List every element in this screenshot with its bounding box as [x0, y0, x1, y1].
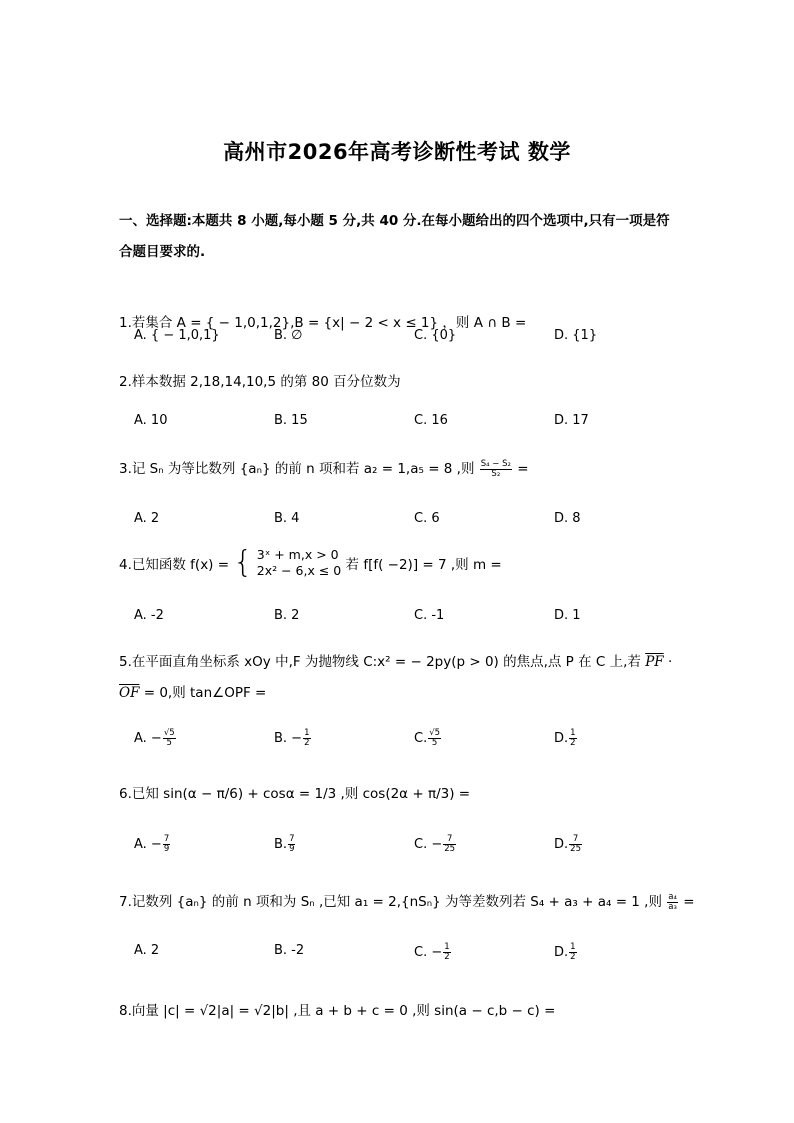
vector-pf: $\overline{PF}$ [645, 654, 664, 670]
option-label: A. − [134, 731, 162, 746]
fraction-numerator: 7 [443, 835, 456, 845]
question-4 [119, 547, 502, 579]
option-fraction [303, 729, 310, 748]
question-4-condition: 若 f[f( −2)] = 7 ,则 m = [345, 557, 502, 573]
fraction-numerator: 1 [444, 942, 450, 952]
question-4-text: 4.已知函数 f(x) = [119, 557, 230, 573]
option-fraction [443, 835, 456, 854]
option-d[interactable]: D. 8 [554, 511, 581, 526]
question-5-tail: = 0,则 tan∠OPF = [139, 685, 267, 701]
option-b[interactable] [274, 729, 312, 748]
fraction-numerator: 7 [289, 834, 295, 844]
option-d[interactable] [554, 729, 578, 748]
fraction-numerator: √5 [163, 728, 175, 738]
option-b[interactable]: B. 15 [274, 413, 308, 428]
fraction-numerator: 7 [163, 834, 170, 844]
fraction-denominator: 9 [163, 844, 170, 854]
fraction-numerator: S₄ − S₂ [480, 458, 511, 469]
fraction-denominator: 5 [431, 738, 438, 748]
option-fraction [569, 943, 576, 962]
fraction-denominator: S₂ [491, 468, 501, 479]
fraction-denominator: 5 [166, 738, 172, 748]
option-label: C. − [414, 945, 443, 960]
option-fraction [428, 729, 441, 748]
option-c[interactable]: C. {0} [414, 328, 457, 343]
option-label: C. [414, 731, 428, 746]
option-a[interactable] [134, 729, 177, 748]
option-d[interactable] [554, 943, 578, 962]
case-2: 2x² − 6,x ≤ 0 [256, 563, 342, 578]
fraction-denominator: 9 [289, 844, 295, 854]
option-a[interactable]: A. 2 [134, 511, 160, 526]
fraction-numerator: 7 [569, 835, 582, 845]
option-b[interactable]: B. 2 [274, 608, 300, 623]
option-fraction [163, 729, 176, 748]
fraction-numerator: a₄ [668, 891, 677, 902]
question-2: 2.样本数据 2,18,14,10,5 的第 80 百分位数为 [119, 374, 401, 390]
option-a[interactable] [134, 835, 171, 854]
option-fraction [288, 835, 295, 854]
option-c[interactable]: C. 16 [414, 413, 448, 428]
option-label: A. − [134, 837, 162, 852]
option-c[interactable] [414, 729, 442, 748]
option-c[interactable] [414, 835, 457, 854]
page-title: 高州市2026年高考诊断性考试 数学 [223, 140, 571, 164]
option-a[interactable]: A. 2 [134, 943, 160, 958]
fraction-numerator: 1 [304, 728, 310, 738]
question-7-text: 7.记数列 {aₙ} 的前 n 项和为 Sₙ ,已知 a₁ = 2,{nSₙ} 为等差数列若 S₄ + a₃ + a₄ = 1 ,则 [119, 894, 662, 910]
option-b[interactable] [274, 835, 296, 854]
option-b[interactable]: B. ∅ [274, 328, 303, 343]
dot-symbol: · [663, 654, 673, 670]
fraction-denominator: 2 [444, 952, 450, 962]
option-d[interactable]: D. 17 [554, 413, 589, 428]
option-a[interactable]: A. 10 [134, 413, 168, 428]
question-5-line-2 [119, 681, 266, 701]
question-6: 6.已知 sin(α − π/6) + cosα = 1/3 ,则 cos(2α + π/3) = [119, 786, 471, 802]
option-label: B. [274, 837, 288, 852]
option-label: C. − [414, 837, 443, 852]
option-d[interactable]: D. {1} [554, 328, 598, 343]
fraction-numerator: 1 [570, 942, 576, 952]
option-b[interactable]: B. 4 [274, 511, 300, 526]
option-fraction [569, 835, 582, 854]
fraction-numerator: √5 [429, 728, 441, 738]
fraction-denominator: 2 [304, 738, 310, 748]
option-c[interactable]: C. -1 [414, 608, 445, 623]
fraction-denominator: 25 [444, 844, 456, 854]
question-5-line-1: 5.在平面直角坐标系 xOy 中,F 为抛物线 C:x² = − 2py(p > 0) 的焦点,点 P 在 C 上,若 [119, 654, 641, 670]
brace-symbol: { [233, 545, 253, 580]
vector-of: $\overline{OF}$ [119, 685, 140, 701]
piecewise-cases [257, 547, 341, 579]
question-5 [119, 650, 672, 670]
question-3-fraction [480, 460, 512, 479]
option-fraction [443, 943, 450, 962]
option-label: B. − [274, 731, 303, 746]
option-label: D. [554, 945, 569, 960]
fraction-denominator: 25 [570, 844, 581, 854]
option-fraction [569, 729, 576, 748]
question-7-equals: = [683, 894, 695, 910]
question-3-equals: = [517, 461, 529, 477]
question-7-fraction [667, 893, 678, 912]
section-heading: 一、选择题:本题共 8 小题,每小题 5 分,共 40 分.在每小题给出的四个选项中,只有一项是符合题目要求的. [119, 213, 670, 260]
fraction-denominator: 2 [570, 738, 576, 748]
option-a[interactable]: A. { − 1,0,1} [134, 328, 220, 343]
option-label: D. [554, 837, 569, 852]
fraction-denominator: a₃ [668, 901, 677, 912]
option-c[interactable]: C. 6 [414, 511, 440, 526]
option-c[interactable] [414, 943, 452, 962]
case-1: 3ˣ + m,x > 0 [256, 547, 339, 562]
question-8: 8.向量 |c| = √2|a| = √2|b| ,且 a + b + c = 0 ,则 sin(a − c,b − c) = [119, 1003, 556, 1019]
fraction-numerator: 1 [570, 728, 576, 738]
question-3 [119, 457, 529, 479]
fraction-denominator: 2 [570, 952, 576, 962]
question-3-text: 3.记 Sₙ 为等比数列 {aₙ} 的前 n 项和若 a₂ = 1,a₅ = 8 ,则 [119, 461, 475, 477]
option-b[interactable]: B. -2 [274, 943, 305, 958]
option-d[interactable]: D. 1 [554, 608, 581, 623]
question-7 [119, 890, 695, 912]
option-a[interactable]: A. -2 [134, 608, 164, 623]
option-label: D. [554, 731, 569, 746]
option-d[interactable] [554, 835, 583, 854]
option-fraction [163, 835, 170, 854]
question-1: 1.若集合 A = { − 1,0,1,2},B = {x| − 2 < x ≤ 1} ，则 A ∩ B = [119, 315, 527, 331]
